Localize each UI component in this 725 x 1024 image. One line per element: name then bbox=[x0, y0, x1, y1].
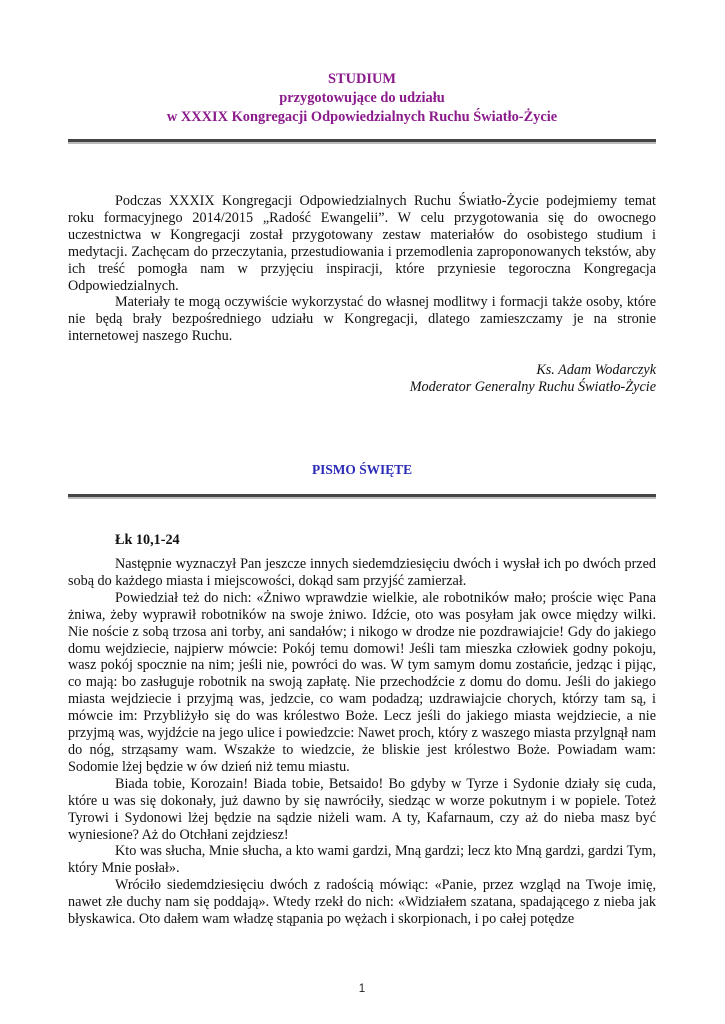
intro-section bbox=[68, 193, 656, 345]
scripture-paragraph: Powiedział też do nich: «Żniwo wprawdzie wielkie, ale robotników mało; proście więc Pana żniwa, żeby wyprawił robotników na swoje żniwo. Idźcie, oto was posyłam jak owce między wilki. Nie noście z sobą trzosa ani torby, ani sandałów; i nikogo w drodze nie pozdrawiajcie! Gdy do jakiego domu wejdziecie, najpierw mówcie: Pokój temu domowi! Jeśli tam mieszka człowiek godny pokoju, wasz pokój spocznie na nim; jeśli nie, powróci do was. W tym samym domu zostańcie, jedząc i pijąc, co mają: bo zasługuje robotnik na swoją zapłatę. Nie przechodźcie z domu do domu. Jeśli do jakiego miasta wejdziecie i przyjmą was, jedzcie, co wam podadzą; uzdrawiajcie chorych, którzy tam są, i mówcie im: Przybliżyło się do was królestwo Boże. Lecz jeśli do jakiego miasta wejdziecie, a nie przyjmą was, wyjdźcie na jego ulice i powiedzcie: Nawet proch, który z waszego miasta przylgnął nam do nóg, strząsamy wam. Wszakże to wiedzcie, że bliskie jest królestwo Boże. Powiadam wam: Sodomie lżej będzie w ów dzień niż temu miastu. bbox=[68, 589, 656, 775]
page-number: 1 bbox=[358, 983, 366, 995]
scripture-text bbox=[68, 556, 656, 928]
scripture-paragraph: Następnie wyznaczył Pan jeszcze innych siedemdziesięciu dwóch i wysłał ich po dwóch przed sobą do każdego miasta i miejscowości, dokąd sam przyjść zamierzał. bbox=[68, 556, 656, 589]
intro-paragraph: Podczas XXXIX Kongregacji Odpowiedzialnych Ruchu Światło-Życie podejmiemy temat roku formacyjnego 2014/2015 „Radość Ewangelii”. W celu przygotowania się do owocnego uczestnictwa w Kongregacji został przygotowany zestaw materiałów do osobistego studium i medytacji. Zachęcam do przeczytania, przestudiowania i przemodlenia zaproponowanych tekstów, aby ich treść pomogła nam w przyjęciu inspiracji, które przyniesie tegoroczna Kongregacja Odpowiedzialnych. bbox=[68, 193, 656, 294]
signature-role: Moderator Generalny Ruchu Światło-Życie bbox=[409, 379, 656, 395]
document-header bbox=[68, 70, 656, 127]
header-title: STUDIUM bbox=[328, 71, 396, 87]
header-subtitle-2: w XXXIX Kongregacji Odpowiedzialnych Ruchu Światło-Życie bbox=[166, 109, 558, 125]
scripture-reference: Łk 10,1-24 bbox=[115, 532, 180, 548]
scripture-paragraph: Biada tobie, Korozain! Biada tobie, Betsaido! Bo gdyby w Tyrze i Sydonie działy się cuda, które u was się dokonały, już dawno by się nawróciły, siedząc w worze pokutnym i w popiele. Toteż Tyrowi i Sydonowi lżej będzie na sądzie niżeli wam. A ty, Kafarnaum, czy aż do nieba masz być wyniesione? Aż do Otchłani zejdziesz! bbox=[68, 775, 656, 843]
signature bbox=[410, 362, 656, 396]
scripture-paragraph: Wróciło siedemdziesięciu dwóch z radością mówiąc: «Panie, przez wzgląd na Twoje imię, nawet złe duchy nam się poddają». Wtedy rzekł do nich: «Widziałem szatana, spadającego z nieba jak błyskawica. Oto dałem wam władzę stąpania po wężach i skorpionach, i po całej potędze bbox=[68, 877, 656, 928]
intro-paragraph: Materiały te mogą oczywiście wykorzystać do własnej modlitwy i formacji także osoby, które nie będą brały bezpośredniego udziału w Kongregacji, dlatego zamieszczamy je na stronie internetowej naszego Ruchu. bbox=[68, 294, 656, 345]
scripture-paragraph: Kto was słucha, Mnie słucha, a kto wami gardzi, Mną gardzi; lecz kto Mną gardzi, gardzi Tym, który Mnie posłał». bbox=[68, 843, 656, 877]
signature-name: Ks. Adam Wodarczyk bbox=[536, 362, 656, 378]
document-page bbox=[68, 0, 656, 1024]
header-divider bbox=[68, 139, 656, 142]
header-subtitle: przygotowujące do udziału bbox=[279, 90, 445, 106]
section-title: PISMO ŚWIĘTE bbox=[311, 462, 413, 477]
section-divider bbox=[68, 494, 656, 497]
